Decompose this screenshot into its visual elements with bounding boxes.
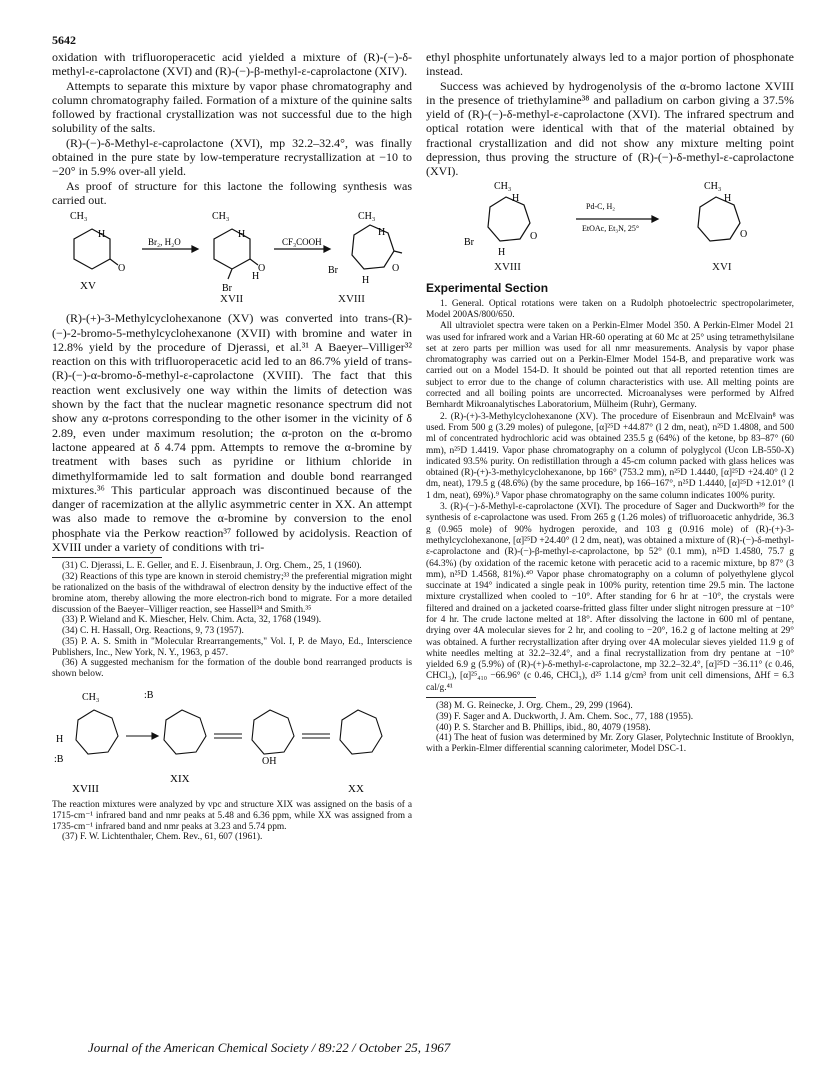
left-paragraph-2: Attempts to separate this mixture by vapor phase chromatography and column chromatography failed. Formation of a mixture of the quinine salts followed by fractional crystallization was not successful due to the high solubility of the salts.	[52, 78, 412, 136]
s3-o-1: O	[530, 230, 538, 242]
mech-base-2: :B	[144, 690, 154, 702]
s3-label-xvi: XVI	[712, 260, 732, 273]
right-footnote-rule	[426, 697, 536, 698]
s3-ch3-2: CH₃	[704, 180, 722, 192]
footnote-38: (38) M. G. Reinecke, J. Org. Chem., 29, 299 (1964).	[436, 701, 633, 712]
left-paragraph-5: (R)-(+)-3-Methylcyclohexanone (XV) was converted into trans-(R)-(−)-2-bromo-5-methylcyclohexanone (XVII) with bromine and water in 12.8% yield by the procedure of Djerassi, et al.³¹ A Baeyer–Villiger³² reaction on this with trifluoroperacetic acid led to an 86.7% yield of trans-(R)-(−)-α-bromo-δ-methyl-ε-caprolactone (XVIII). The fact that this reaction went exclusively one way within the limits of detection was shown by the fact that the nuclear magnetic resonance spectrum did not show any α-protons corresponding to the other isomer in the vicinity of δ 2.89, even under maximum resolution; the α-proton on the α-bromo lactone appeared at δ 4.74 ppm. Attempts to remove the α-bromine by treatment with bases such as pyridine or lithium chloride in dimethylformamide led to salt formation and double bond rearranged mixtures.³⁶ This particular approach was discontinued because of the danger of racemization at the allylic asymmetric center in XX. An attempt was also made to remove the α-bromine by conversion to the enol phosphate via the Perkow reaction³⁷ followed by acidolysis. Reaction of XVIII under a variety of conditions with tri-	[52, 311, 412, 555]
xvii-br: Br	[222, 283, 232, 295]
label-xviii-text: XVIII	[338, 293, 365, 306]
footnote-41: (41) The heat of fusion was determined by Mr. Zory Glaser, Polytechnic Institute of Brooklyn, with a Perkin-Elmer differential scanning calorimeter, Model DSC-1.	[426, 733, 794, 755]
xviii-ring	[352, 225, 394, 269]
footnote-40: (40) P. S. Starcher and B. Phillips, ibid., 80, 4079 (1958).	[436, 722, 651, 733]
label-xvii-text: XVII	[220, 293, 244, 306]
footnote-36: (36) A suggested mechanism for the formation of the double bond rearranged products is shown below.	[52, 658, 412, 680]
hydrogenolysis-scheme	[426, 179, 794, 277]
experimental-section-title: Experimental Section	[426, 280, 549, 295]
xvii-h: H	[238, 229, 246, 241]
mech-xx-ring	[340, 710, 382, 754]
reagent-br2-h2o: Br₂, H₂O	[148, 237, 181, 248]
mech-h-minus: H	[56, 734, 64, 746]
right-column	[426, 50, 794, 755]
journal-footer: Journal of the American Chemical Society / 89:22 / October 25, 1967	[88, 1040, 451, 1055]
mech-label-xx: XX	[348, 783, 364, 796]
xv-o: O	[118, 263, 126, 275]
xviii-o: O	[392, 263, 400, 275]
left-paragraph-3: (R)-(−)-δ-Methyl-ε-caprolactone (XVI), mp 32.2–32.4°, was finally obtained in the pure state by low-temperature recrystallization at −10 to −20° in 5.9% over-all yield.	[52, 135, 412, 179]
s3-h-1: H	[512, 192, 520, 204]
footnote-36-tail: The reaction mixtures were analyzed by vpc and structure XIX was assigned on the basis of a 1715-cm⁻¹ infrared band and nmr peaks at 5.48 and 6.36 ppm, while XX was assigned from a 1735-cm⁻¹ infrared band and nmr peaks at 3.23 and 5.74 ppm.	[52, 800, 412, 832]
xviii-h2: H	[362, 275, 370, 287]
right-paragraph-1: ethyl phosphite unfortunately always led to a major portion of phosphonate instead.	[426, 50, 794, 79]
right-footnotes	[426, 701, 794, 755]
xviii-br: Br	[328, 265, 338, 277]
exp-3-caprolactone: 3. (R)-(−)-δ-Methyl-ε-caprolactone (XVI). The procedure of Sager and Duckworth³⁹ for the synthesis of ε-caprolactone was used. From 265 g (1.26 moles) of trifluoroacetic anhydride, 36.3 g (0.965 mole) of 90% hydrogen peroxide, and 103 g (0.916 mole) of (R)-(+)-3-methylcyclohexanone, [α]²⁵D +24.40° (l 2 dm, neat), was obtained a mixture of (R)-(−)-δ-methyl-ε-caprolactone and (R)-(−)-β-methyl-ε-caprolactone, bp 52° (0.1 mm), n²⁵D 1.4580, 75.7 g (64.3%) (by oxidation of the racemic ketone with peracetic acid to a racemic mixture, bp 87° (3 mm), n²⁵D 1.4568, 81%).⁴⁰ Vapor phase chromatography on a column of polyethylene glycol succinate at 194° indicated a single peak in 100% purity, retention time 29.5 min. The lactone mixture crystallized when cooled to −10°. After standing for 6 hr at −10°, the crystals were filtered and drained on a jacketed coarse-fritted glass filter under slight nitrogen pressure at −10° for 4 hr. The crude lactone melted at 18°. After dissolving the lactone in 600 ml of pentane, drying over 4A molecular sieves for 2 hr, and cooling to −20°, 16.2 g of lactone melting at 29° was obtained. A further recrystallization after drying over 4A molecular sieves yielded 11.9 g of white needles melting at 32.2–32.4°, and a final recrystallization from dry pentane at −10° yielded 6.9 g (5.9%) of (R)-(+)-δ-methyl-ε-caprolactone, mp 32.2–32.4°, [α]²⁵D −36.11° (c 0.46, CHCl₃), [α]²⁵₄₁₀ −66.96° (c 0.46, CHCl₃), d²⁵ 1.14 g/cm³ from unit cell dimensions, ΔHf = 6.3 cal/g.⁴¹	[426, 502, 794, 693]
footnote-32: (32) Reactions of this type are known in steroid chemistry;³³ the preferential migration might be rationalized on the basis of the withdrawal of electron density by the inductive effect of the bromine atom, thereby allowing the more electron-rich bond to migrate. For a more detailed discussion of the Baeyer–Villiger reaction, see Hassell³⁴ and Smith.³⁵	[52, 572, 412, 615]
xv-ch3: CH₃	[70, 211, 88, 223]
mechanism-scheme	[52, 680, 412, 800]
xvii-h2: H	[252, 271, 260, 283]
xvii-ch3: CH₃	[212, 211, 230, 223]
footnote-31: (31) C. Djerassi, L. E. Geller, and E. J. Eisenbraun, J. Org. Chem., 25, 1 (1960).	[62, 561, 362, 572]
left-column	[52, 50, 412, 843]
s3-h-3: H	[724, 192, 732, 204]
footnote-33: (33) P. Wieland and K. Miescher, Helv. Chim. Acta, 32, 1768 (1949).	[62, 615, 322, 626]
s3-o-2: O	[740, 228, 748, 240]
left-paragraph-1: oxidation with trifluoroperacetic acid yielded a mixture of (R)-(−)-δ-methyl-ε-caprolactone (XVI) and (R)-(−)-β-methyl-ε-caprolactone (XIV).	[52, 50, 412, 79]
mech-ch3-1: CH₃	[82, 692, 100, 704]
s3-reagent-bottom: EtOAc, Et₃N, 25°	[582, 223, 640, 233]
s3-xvi-ring	[698, 197, 740, 241]
footnote-39: (39) F. Sager and A. Duckworth, J. Am. Chem. Soc., 77, 188 (1955).	[436, 711, 694, 722]
mechanism-drawing	[52, 680, 412, 800]
footnote-35: (35) P. A. S. Smith in "Molecular Rrearrangements," Vol. I, P. de Mayo, Ed., Interscience Publishers, Inc., New York, N. Y., 1963, p 457.	[52, 636, 412, 658]
left-footnotes	[52, 561, 412, 680]
mech-enol-ring	[252, 710, 294, 754]
s3-br: Br	[464, 236, 474, 248]
page-number: 5642	[52, 33, 76, 47]
mech-label-xix: XIX	[170, 773, 190, 786]
reagent-cf3cooh: CF₃COOH	[282, 237, 322, 248]
scheme-3-drawing	[426, 179, 794, 263]
xviii-ch3: CH₃	[358, 211, 376, 223]
label-xv: XV	[80, 280, 96, 293]
mech-base-1: :B	[54, 754, 64, 766]
s3-label-xviii: XVIII	[494, 260, 521, 273]
scheme-1-drawing	[52, 207, 412, 299]
s3-h-2: H	[498, 246, 506, 258]
xvii-o: O	[258, 263, 266, 275]
right-paragraph-2: Success was achieved by hydrogenolysis of the α-bromo lactone XVIII in the presence of triethylamine³⁸ and palladium on carbon giving a 37.5% yield of (R)-(−)-δ-methyl-ε-caprolactone (XVI). The infrared spectrum and optical rotation were identical with that of the material obtained by fractional crystallization and did not show any mixture melting point depression, thus proving the structure of (R)-(−)-δ-methyl-ε-caprolactone (XVI).	[426, 78, 794, 179]
exp-2-methylcyclohexanone: 2. (R)-(+)-3-Methylcyclohexanone (XV). The procedure of Eisenbraun and McElvain⁸ was used. From 500 g (3.29 moles) of pulegone, [α]²⁵D +44.87° (l 2 dm, neat), n²⁵D 1.4808, and 500 ml of concentrated hydrochloric acid was obtained 235.5 g (64%) of the ketone, bp 83–87° (60 mm), n²⁵D 1.4419. Vapor phase chromatography on a column of polyglycol (Ucon LB-550-X) indicated 93.5% purity. On redistillation through a 45-cm column packed with glass helices was obtained (R)-(+)-3-methylcyclohexanone, bp 166° (753.2 mm), n²⁵D 1.4440, [α]²⁵D +24.40° (l 2 dm, neat), 179.5 g (48.6%) (by the same procedure, bp 166–167°, n²⁵D 1.4440, [α]²⁵D +12.01° (l 1 dm, neat), 69%).⁹ Vapor phase chromatography on the same column indicates 100% purity.	[426, 411, 794, 501]
footnote-37: (37) F. W. Lichtenthaler, Chem. Rev., 61, 607 (1961).	[62, 832, 263, 843]
xv-h: H	[98, 229, 106, 241]
exp-1-instruments: All ultraviolet spectra were taken on a Perkin-Elmer Model 350. A Perkin-Elmer Model 21 was used for infrared work and a Varian HR-60 operating at 60 Mc at 25° using tetramethylsilane set at zero parts per million was used for all nmr measurements. Analysis by vapor phase chromatography was carried out on a Perkin-Elmer Model 154-B, and preparative work was carried out on a Model 154-D. It should be pointed out that all reported retention times are subject to error due to the change of column characteristics with use. All melting points are corrected and all boiling points are uncorrected. Microanalyses were performed by Alfred Bernhardt Mikroanalytisches Laboratorium, Mülheim (Ruhr), Germany.	[426, 321, 794, 411]
exp-1-general: 1. General. Optical rotations were taken on a Rudolph photoelectric spectropolarimeter, Model 200AS/800/650.	[426, 298, 794, 320]
left-paragraph-4: As proof of structure for this lactone the following synthesis was carried out.	[52, 178, 412, 207]
s3-xviii-ring	[488, 197, 530, 241]
s3-ch3-1: CH₃	[494, 180, 512, 192]
footnote-rule	[52, 557, 162, 558]
mech-xix-ring	[164, 710, 206, 754]
mech-oh: OH	[262, 756, 277, 768]
mech-xviii-ring	[76, 710, 118, 754]
xviii-h: H	[378, 227, 386, 239]
s3-reagent-top: Pd-C, H₂	[586, 201, 616, 211]
mech-label-xviii: XVIII	[72, 783, 99, 796]
footnote-34: (34) C. H. Hassall, Org. Reactions, 9, 73 (1957).	[62, 626, 244, 637]
synthesis-scheme-1	[52, 207, 412, 311]
